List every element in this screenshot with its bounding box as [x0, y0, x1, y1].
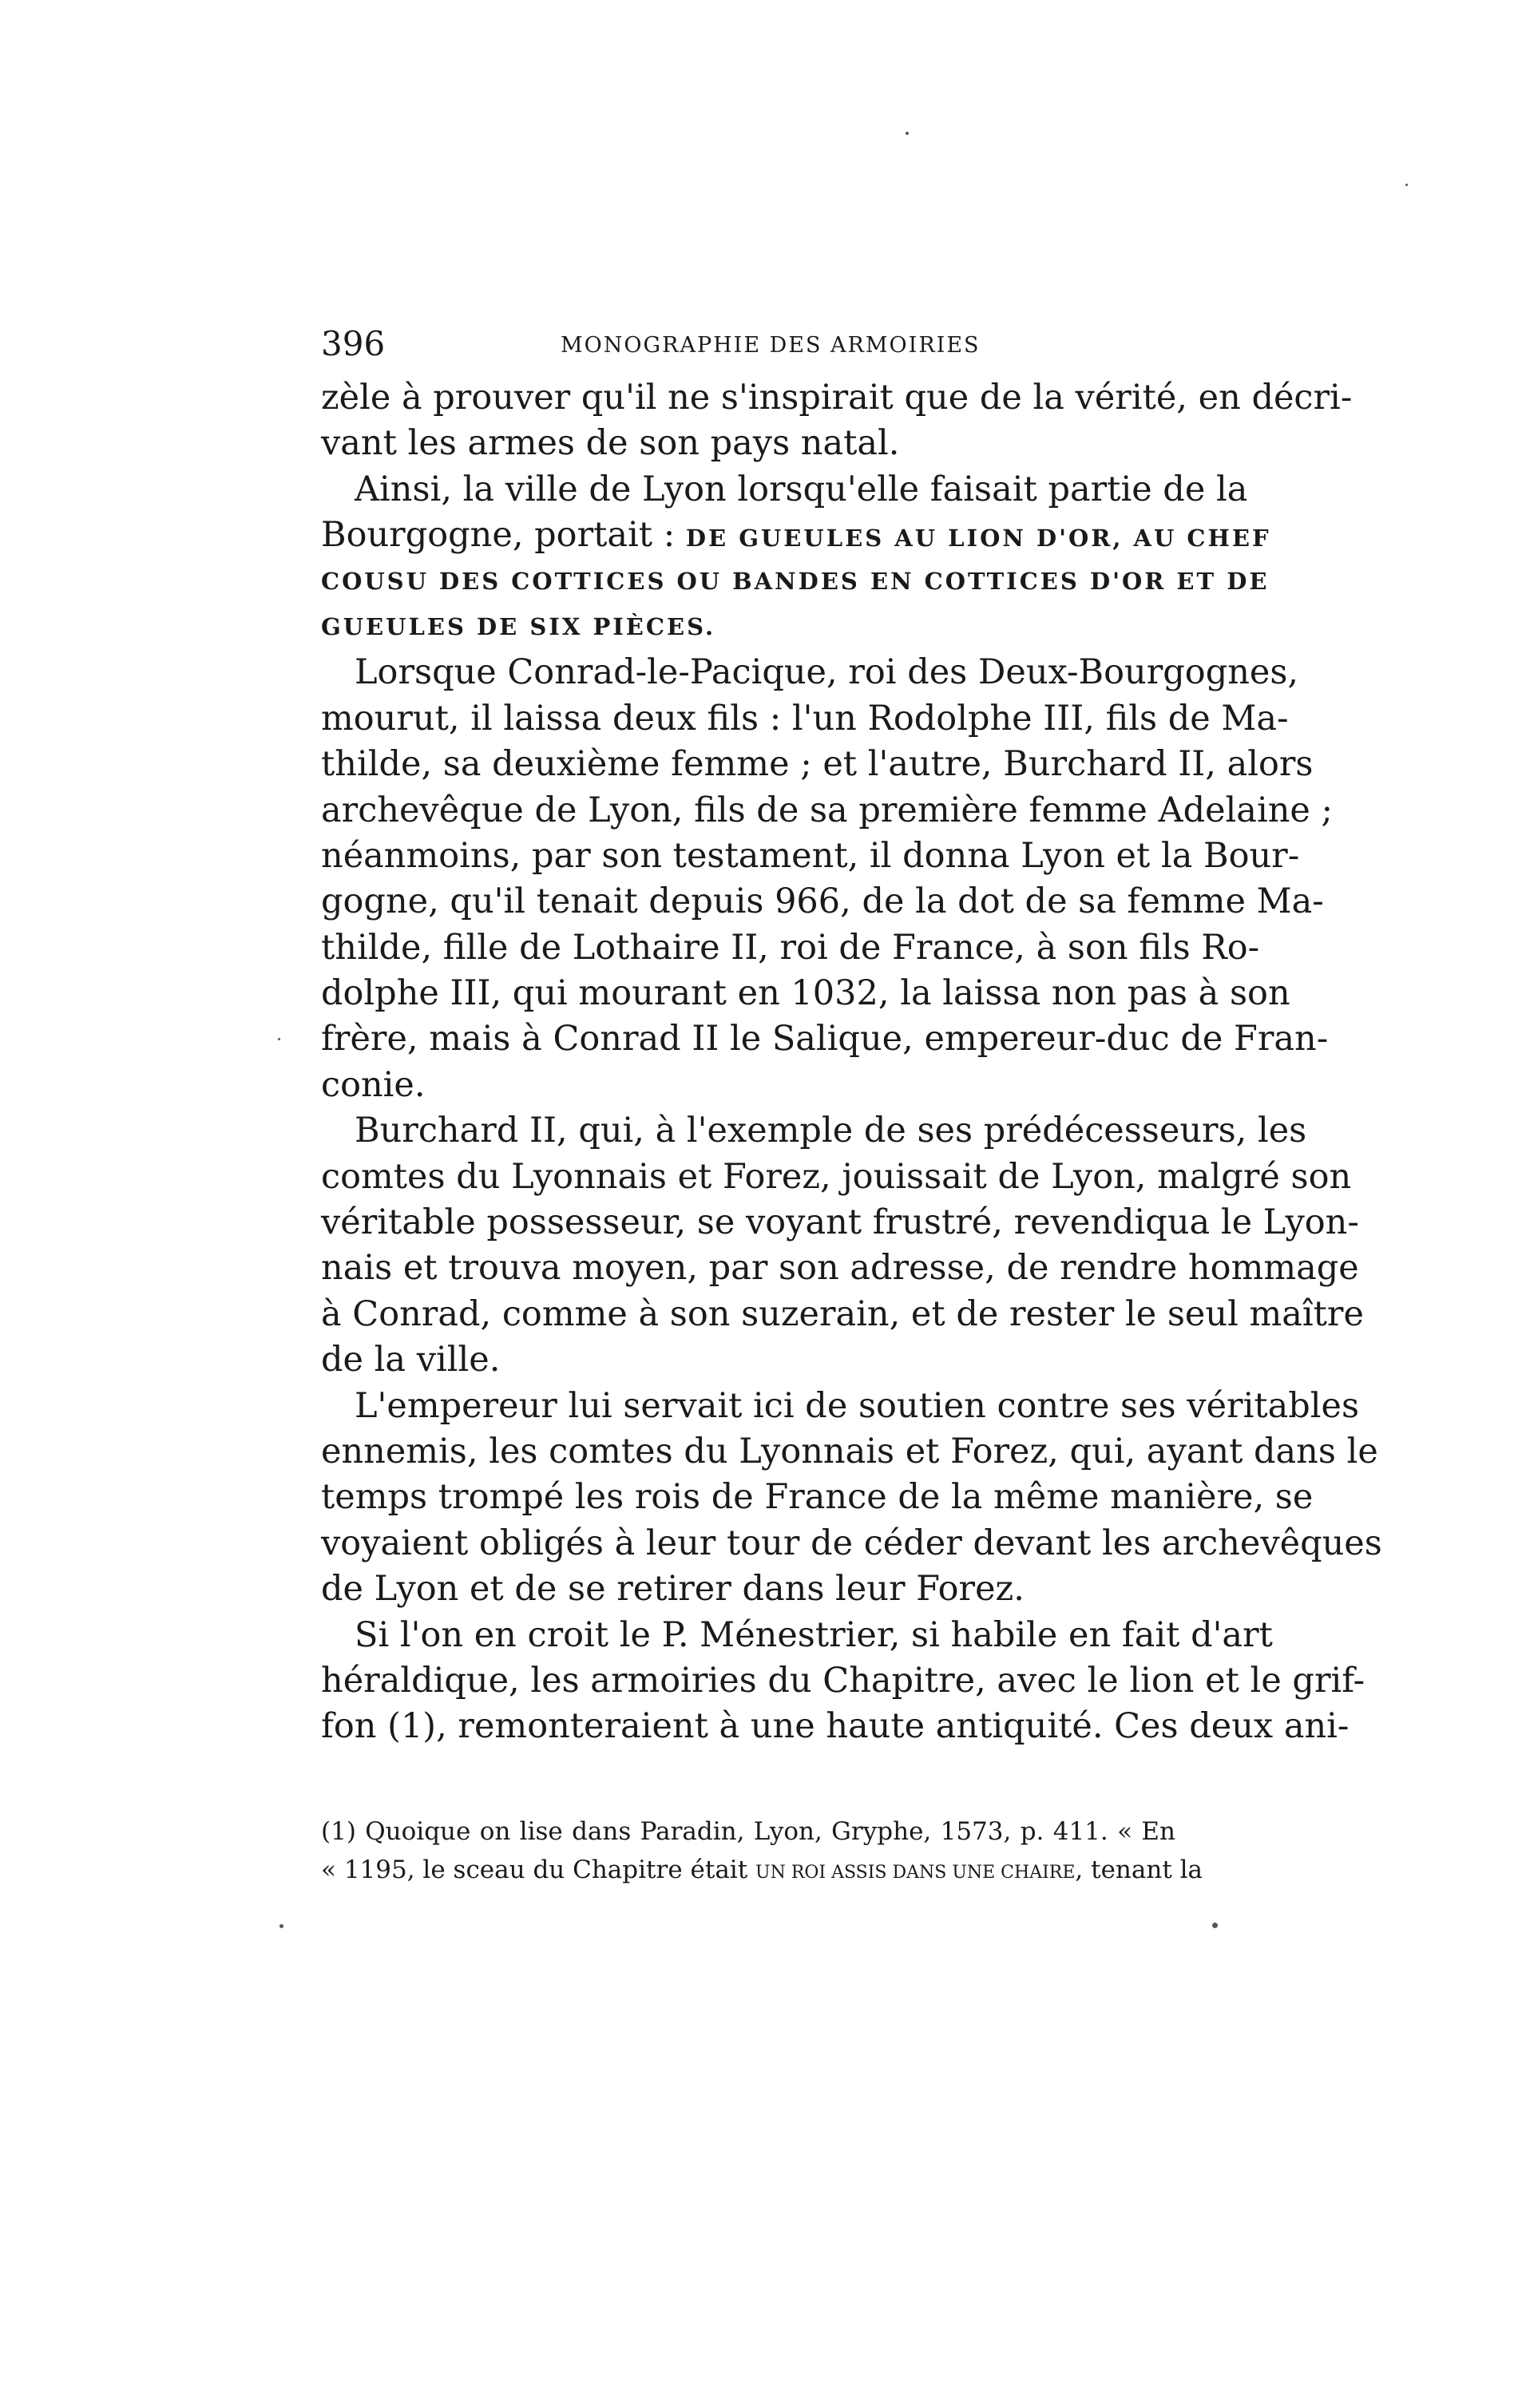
text-line: temps trompé les rois de France de la même manière, se [321, 1477, 1314, 1518]
text-line: nais et trouva moyen, par son adresse, de rendre hommage [321, 1248, 1359, 1289]
text-line: voyaient obligés à leur tour de céder devant les archevêques [321, 1523, 1382, 1563]
text-line: L'empereur lui servait ici de soutien contre ses véritables [355, 1385, 1360, 1426]
text-line: frère, mais à Conrad II le Salique, empereur-duc de Fran- [321, 1019, 1329, 1059]
footnote-fragment: , tenant la [1075, 1856, 1203, 1884]
footnote-line: (1) Quoique on lise dans Paradin, Lyon, Gryphe, 1573, p. 411. « En [321, 1817, 1175, 1846]
text-line: archevêque de Lyon, fils de sa première femme Adelaine ; [321, 790, 1333, 830]
blazon-line: GUEULES DE SIX PIÈCES. [321, 612, 716, 640]
text-line: dolphe III, qui mourant en 1032, la laissa non pas à son [321, 973, 1290, 1014]
text-line: Lorsque Conrad-le-Pacique, roi des Deux-Bourgognes, [355, 652, 1299, 693]
footnote-fragment: « 1195, le sceau du Chapitre était [321, 1856, 756, 1884]
text-line: thilde, sa deuxième femme ; et l'autre, Burchard II, alors [321, 744, 1314, 785]
page-header [321, 323, 1175, 371]
text-line: fon (1), remonteraient à une haute antiquité. Ces deux ani- [321, 1706, 1350, 1747]
text-line: de la ville. [321, 1340, 501, 1380]
text-line: gogne, qu'il tenait depuis 966, de la dot de sa femme Ma- [321, 881, 1324, 922]
text-line: Si l'on en croit le P. Ménestrier, si habile en fait d'art [355, 1614, 1273, 1655]
text-line: conie. [321, 1064, 426, 1105]
page-number: 396 [321, 324, 386, 363]
footnote-smallcaps: UN ROI ASSIS DANS UNE CHAIRE [755, 1863, 1076, 1883]
footnote-line [321, 1851, 1203, 1889]
scan-speck [279, 1924, 283, 1928]
text-line: mourut, il laissa deux fils : l'un Rodolphe III, fils de Ma- [321, 698, 1289, 739]
scan-speck [1212, 1923, 1218, 1928]
text-fragment: Bourgogne, portait : [321, 515, 686, 556]
body-text [321, 375, 1382, 1750]
scan-speck [1405, 184, 1408, 186]
text-line: comtes du Lyonnais et Forez, jouissait de Lyon, malgré son [321, 1156, 1352, 1197]
scan-speck [278, 1038, 280, 1040]
scan-speck [906, 132, 909, 135]
blazon-text: DE GUEULES AU LION D'OR, AU CHEF [685, 525, 1271, 552]
text-line: néanmoins, par son testament, il donna Lyon et la Bour- [321, 835, 1300, 876]
text-line: vant les armes de son pays natal. [321, 423, 900, 464]
text-line: thilde, fille de Lothaire II, roi de France, à son fils Ro- [321, 927, 1260, 968]
text-line: Ainsi, la ville de Lyon lorsqu'elle faisait partie de la [355, 469, 1248, 509]
text-line: ennemis, les comtes du Lyonnais et Forez, qui, ayant dans le [321, 1431, 1378, 1471]
footnote [321, 1812, 1203, 1889]
text-line: héraldique, les armoiries du Chapitre, avec le lion et le grif- [321, 1660, 1365, 1701]
text-line: de Lyon et de se retirer dans leur Forez. [321, 1569, 1025, 1610]
running-title: MONOGRAPHIE DES ARMOIRIES [561, 333, 981, 358]
blazon-line: COUSU DES COTTICES OU BANDES EN COTTICES D'OR ET DE [321, 567, 1270, 595]
text-line: Burchard II, qui, à l'exemple de ses prédécesseurs, les [355, 1111, 1307, 1151]
text-line: véritable possesseur, se voyant frustré, revendiqua le Lyon- [321, 1202, 1359, 1243]
text-line [321, 513, 1271, 558]
text-line: à Conrad, comme à son suzerain, et de rester le seul maître [321, 1293, 1364, 1334]
text-line: zèle à prouver qu'il ne s'inspirait que de la vérité, en décri- [321, 378, 1353, 418]
